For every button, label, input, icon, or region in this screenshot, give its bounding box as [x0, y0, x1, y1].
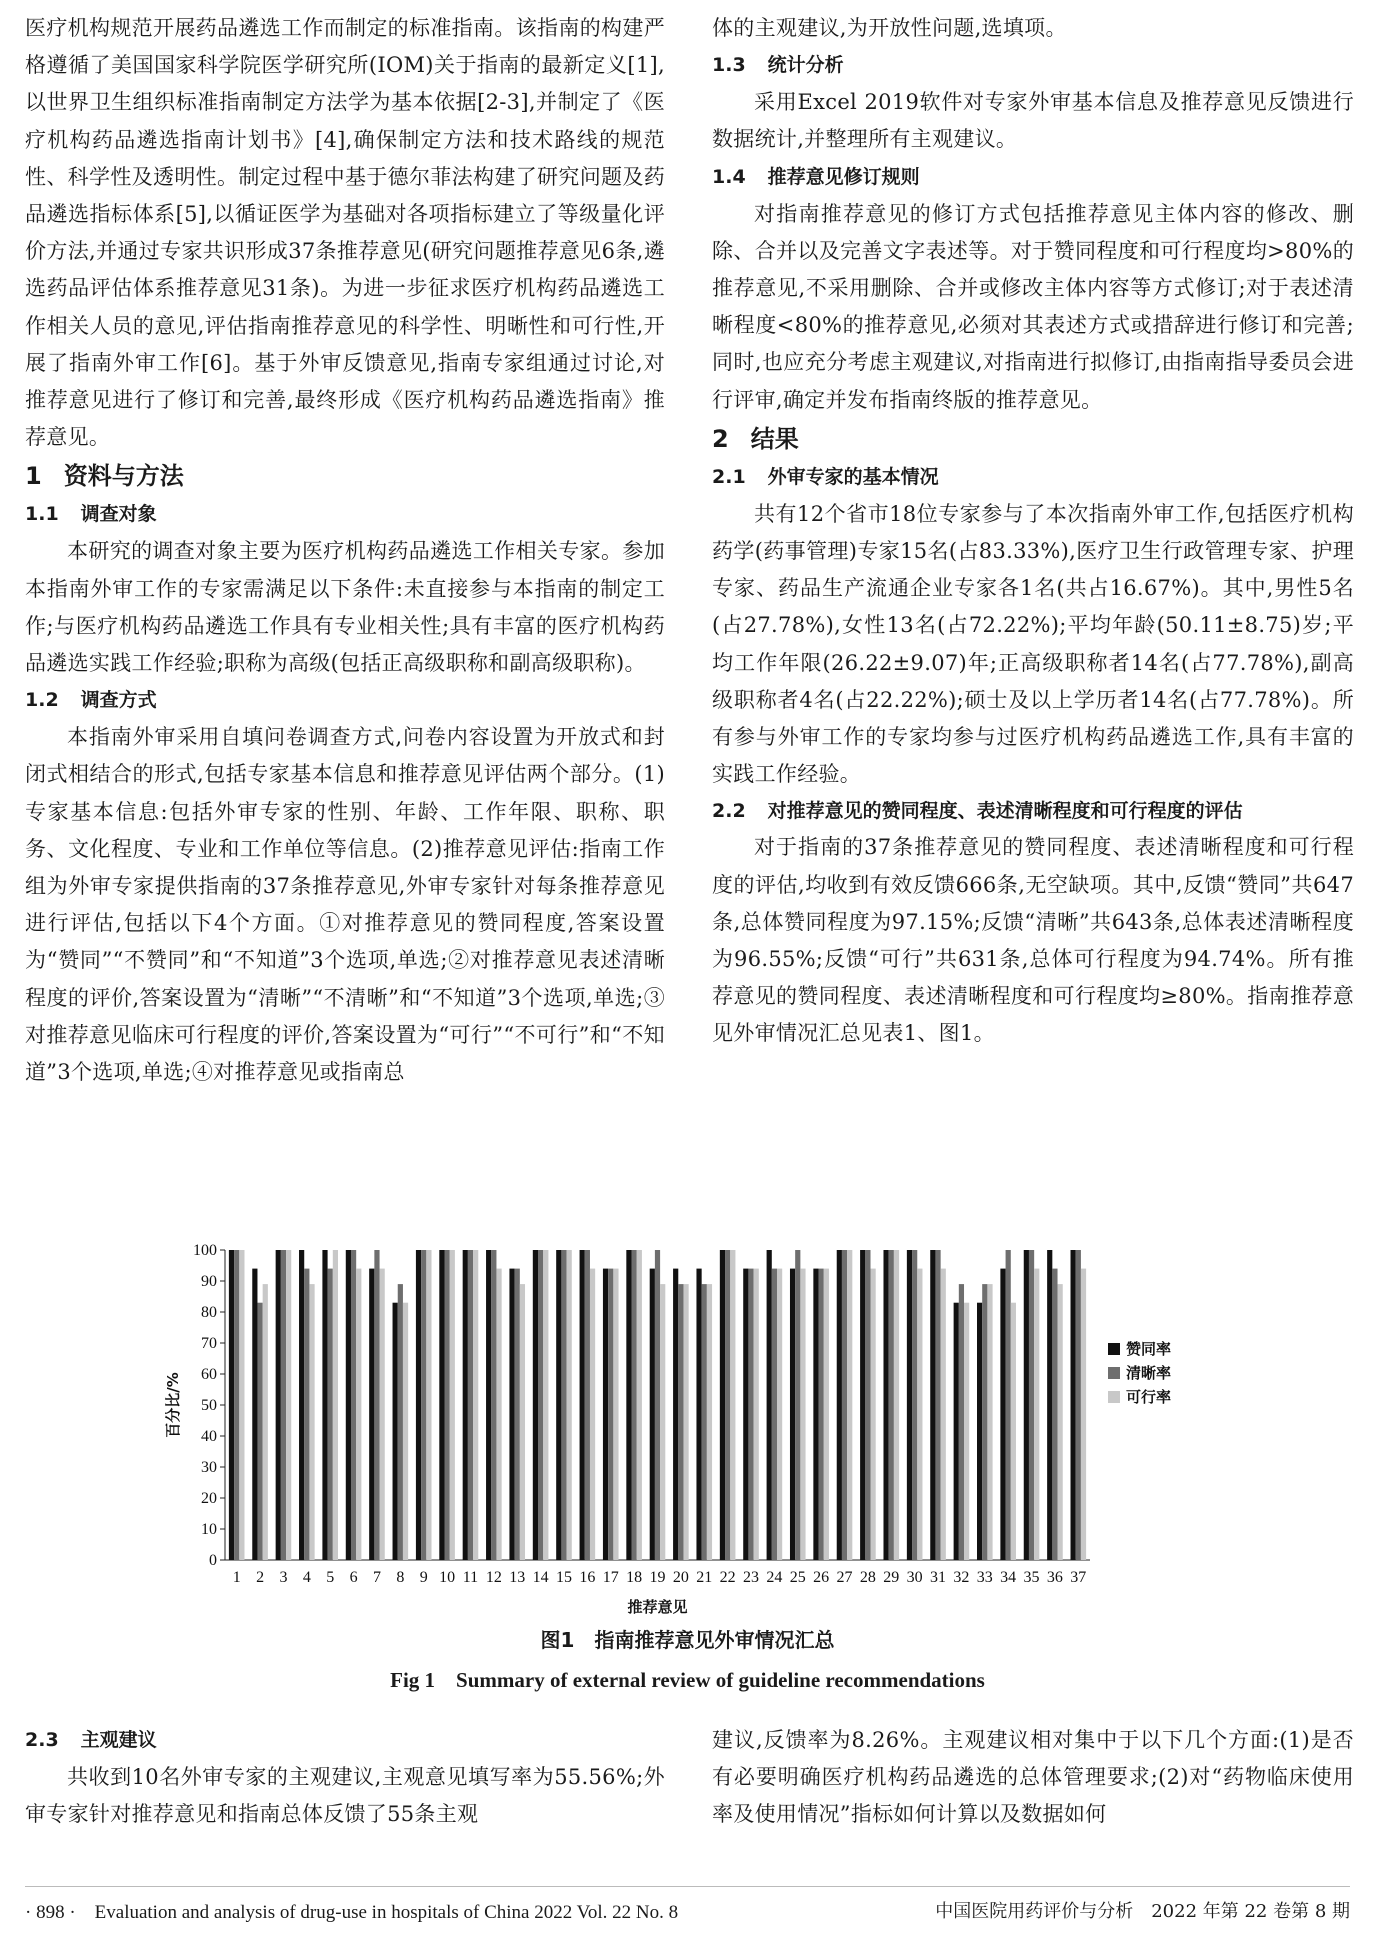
bar-feasibility: [450, 1250, 455, 1560]
bar-feasibility: [800, 1269, 805, 1560]
x-tick-label: 36: [1046, 1569, 1063, 1586]
bar-agree: [346, 1250, 351, 1560]
x-tick-label: 11: [462, 1569, 479, 1586]
bar-clarity: [444, 1250, 449, 1560]
bar-agree: [299, 1250, 304, 1560]
bar-clarity: [725, 1250, 730, 1560]
bar-feasibility: [777, 1269, 782, 1560]
bar-clarity: [281, 1250, 286, 1560]
x-tick-label: 10: [439, 1569, 456, 1586]
bar-clarity: [1076, 1250, 1081, 1560]
bar-feasibility: [263, 1284, 268, 1560]
bar-clarity: [491, 1250, 496, 1560]
x-tick-label: 6: [349, 1569, 358, 1586]
bar-clarity: [538, 1250, 543, 1560]
x-tick-label: 14: [532, 1569, 549, 1586]
intro-paragraph: 医疗机构规范开展药品遴选工作而制定的标准指南。该指南的构建严格遵循了美国国家科学院医学研究所(IOM)关于指南的最新定义[1],以世界卫生组织标准指南制定方法学为基本依据[2-3],并制定了《医疗机构药品遴选指南计划书》[4],确保制定方法和技术路线的规范性、科学性及透明性。制定过程中基于德尔菲法构建了研究问题及药品遴选指标体系[5],以循证医学为基础对各项指标建立了等级量化评价方法,并通过专家共识形成37条推荐意见(研究问题推荐意见6条,遴选药品评估体系推荐意见31条)。为进一步征求医疗机构药品遴选工作相关人员的意见,评估指南推荐意见的科学性、明晰性和可行性,开展了指南外审工作[6]。基于外审反馈意见,指南专家组通过讨论,对推荐意见进行了修订和完善,最终形成《医疗机构药品遴选指南》推荐意见。: [25, 16, 665, 450]
bar-feasibility: [403, 1303, 408, 1560]
bar-agree: [486, 1250, 491, 1560]
bar-agree: [252, 1269, 257, 1560]
bar-agree: [416, 1250, 421, 1560]
x-tick-label: 22: [719, 1569, 736, 1586]
figure-caption-english: Fig 1 Summary of external review of guideline recommendations: [390, 1668, 985, 1692]
bar-agree: [954, 1303, 959, 1560]
bar-agree: [860, 1250, 865, 1560]
subsection-2-2-text: 对于指南的37条推荐意见的赞同程度、表述清晰程度和可行程度的评估,均收到有效反馈666条,无空缺项。其中,反馈“赞同”共647条,总体赞同程度为97.15%;反馈“清晰”共643条,总体表述清晰程度为96.55%;反馈“可行”共631条,总体可行程度为94.74%。所有推荐意见的赞同程度、表述清晰程度和可行程度均≥80%。指南推荐意见外审情况汇总见表1、图1。: [712, 835, 1354, 1046]
bar-clarity: [982, 1284, 987, 1560]
bar-clarity: [234, 1250, 239, 1560]
x-tick-label: 20: [672, 1569, 689, 1586]
bar-feasibility: [286, 1250, 291, 1560]
subsection-title: 推荐意见修订规则: [767, 165, 920, 188]
bar-clarity: [585, 1250, 590, 1560]
bar-agree: [650, 1269, 655, 1560]
legend-swatch: [1108, 1391, 1120, 1403]
subsection-2-1-text: 共有12个省市18位专家参与了本次指南外审工作,包括医疗机构药学(药事管理)专家15名(占83.33%),医疗卫生行政管理专家、护理专家、药品生产流通企业专家各1名(共占16.67%)。其中,男性5名(占27.78%),女性13名(占72.22%);平均年龄(50.11±8.75)岁;平均工作年限(26.22±9.07)年;正高级职称者14名(占77.78%),副高级职称者4名(占22.22%);硕士及以上学历者14名(占77.78%)。所有参与外审工作的专家均参与过医疗机构药品遴选工作,具有丰富的实践工作经验。: [712, 501, 1354, 787]
subsection-1-3-text: 采用Excel 2019软件对专家外审基本信息及推荐意见反馈进行数据统计,并整理所有主观建议。: [712, 90, 1354, 152]
x-tick-label: 32: [953, 1569, 970, 1586]
x-tick-label: 33: [976, 1569, 993, 1586]
y-tick-label: 50: [201, 1397, 217, 1414]
subsection-title: 主观建议: [80, 1729, 157, 1751]
x-tick-label: 35: [1023, 1569, 1040, 1586]
y-tick-label: 20: [201, 1490, 217, 1507]
bar-feasibility: [964, 1303, 969, 1560]
bar-clarity: [1006, 1250, 1011, 1560]
bar-feasibility: [847, 1250, 852, 1560]
bar-feasibility: [1011, 1303, 1016, 1560]
bar-feasibility: [473, 1250, 478, 1560]
x-tick-label: 19: [649, 1569, 666, 1586]
y-tick-label: 10: [201, 1521, 217, 1538]
bar-feasibility: [730, 1250, 735, 1560]
subsection-title: 调查对象: [80, 503, 157, 526]
x-tick-label: 2: [256, 1569, 265, 1586]
figure-caption-chinese: 图1 指南推荐意见外审情况汇总: [540, 1628, 835, 1652]
bar-feasibility: [941, 1269, 946, 1560]
bottom-right-column: [712, 1722, 1354, 1834]
y-tick-label: 60: [201, 1366, 217, 1383]
y-tick-label: 80: [201, 1304, 217, 1321]
x-tick-label: 1: [232, 1569, 241, 1586]
bar-clarity: [374, 1250, 379, 1560]
bar-agree: [276, 1250, 281, 1560]
x-tick-label: 5: [326, 1569, 335, 1586]
subsection-1-3-heading: [712, 47, 1354, 84]
bar-agree: [509, 1269, 514, 1560]
bar-clarity: [398, 1284, 403, 1560]
section-title: 结果: [750, 424, 799, 453]
legend-swatch: [1108, 1367, 1120, 1379]
bar-clarity: [1052, 1269, 1057, 1560]
bar-clarity: [795, 1250, 800, 1560]
subsection-number: 2.2: [712, 800, 746, 823]
bar-clarity: [912, 1250, 917, 1560]
section-1-heading: [25, 456, 665, 496]
bar-agree: [533, 1250, 538, 1560]
section-number: 1: [25, 462, 42, 491]
bar-clarity: [678, 1284, 683, 1560]
bar-feasibility: [239, 1250, 244, 1560]
bar-agree: [556, 1250, 561, 1560]
bar-agree: [696, 1269, 701, 1560]
bar-clarity: [1029, 1250, 1034, 1560]
x-tick-label: 24: [766, 1569, 783, 1586]
subsection-1-1-text: 本研究的调查对象主要为医疗机构药品遴选工作相关专家。参加本指南外审工作的专家需满足以下条件:未直接参与本指南的制定工作;与医疗机构药品遴选工作具有专业相关性;具有丰富的医疗机构药品遴选实践工作经验;职称为高级(包括正高级职称和副高级职称)。: [25, 539, 665, 676]
x-tick-label: 16: [579, 1569, 596, 1586]
bar-feasibility: [1058, 1284, 1063, 1560]
bar-agree: [977, 1303, 982, 1560]
bar-clarity: [772, 1269, 777, 1560]
bar-clarity: [561, 1250, 566, 1560]
x-tick-label: 25: [789, 1569, 806, 1586]
subsection-2-2-heading: [712, 793, 1354, 829]
bar-feasibility: [496, 1269, 501, 1560]
subsection-title: 外审专家的基本情况: [767, 465, 939, 488]
bar-feasibility: [520, 1284, 525, 1560]
y-tick-label: 90: [201, 1273, 217, 1290]
x-tick-label: 26: [813, 1569, 830, 1586]
bar-clarity: [865, 1250, 870, 1560]
subsection-title: 对推荐意见的赞同程度、表述清晰程度和可行程度的评估: [767, 800, 1243, 823]
y-tick-label: 100: [193, 1242, 217, 1259]
bar-clarity: [935, 1250, 940, 1560]
bar-feasibility: [1034, 1269, 1039, 1560]
bar-feasibility: [613, 1269, 618, 1560]
subsection-1-1-heading: [25, 496, 665, 533]
bar-agree: [1047, 1250, 1052, 1560]
bar-feasibility: [309, 1284, 314, 1560]
bar-feasibility: [754, 1269, 759, 1560]
bar-clarity: [515, 1269, 520, 1560]
legend-swatch: [1108, 1343, 1120, 1355]
subsection-number: 1.1: [25, 503, 59, 526]
bar-agree: [720, 1250, 725, 1560]
bar-feasibility: [917, 1269, 922, 1560]
bar-feasibility: [567, 1250, 572, 1560]
bar-feasibility: [543, 1250, 548, 1560]
continuation-text: 体的主观建议,为开放性问题,选填项。: [712, 16, 1067, 40]
bar-agree: [1071, 1250, 1076, 1560]
subsection-1-4-heading: [712, 159, 1354, 196]
bar-agree: [1000, 1269, 1005, 1560]
x-axis-title: 推荐意见: [627, 1598, 688, 1616]
bar-chart: [160, 1242, 1220, 1642]
subsection-2-1-heading: [712, 459, 1354, 496]
x-tick-label: 37: [1070, 1569, 1087, 1586]
bar-agree: [322, 1250, 327, 1560]
footer-journal-english: · 898 · Evaluation and analysis of drug-use in hospitals of China 2022 Vol. 22 No. 8: [25, 1902, 679, 1923]
x-tick-label: 4: [302, 1569, 311, 1586]
right-column: [712, 10, 1354, 1053]
bar-agree: [813, 1269, 818, 1560]
bar-clarity: [959, 1284, 964, 1560]
bar-clarity: [608, 1269, 613, 1560]
x-tick-label: 8: [396, 1569, 405, 1586]
bar-clarity: [468, 1250, 473, 1560]
legend: [1108, 1340, 1171, 1406]
x-tick-label: 27: [836, 1569, 853, 1586]
bar-agree: [1024, 1250, 1029, 1560]
bar-agree: [930, 1250, 935, 1560]
bar-agree: [580, 1250, 585, 1560]
bar-clarity: [889, 1250, 894, 1560]
bar-clarity: [257, 1303, 262, 1560]
x-tick-label: 21: [696, 1569, 713, 1586]
bar-agree: [790, 1269, 795, 1560]
legend-label: 赞同率: [1126, 1340, 1172, 1358]
bars: [229, 1250, 1086, 1560]
bar-feasibility: [824, 1269, 829, 1560]
subsection-2-3-heading: [25, 1722, 665, 1759]
subsection-2-3-text-right: 建议,反馈率为8.26%。主观建议相对集中于以下几个方面:(1)是否有必要明确医疗机构药品遴选的总体管理要求;(2)对“药物临床使用率及使用情况”指标如何计算以及数据如何: [712, 1728, 1354, 1827]
x-tick-label: 15: [555, 1569, 572, 1586]
subsection-title: 调查方式: [80, 689, 157, 712]
bar-feasibility: [590, 1269, 595, 1560]
bar-feasibility: [871, 1269, 876, 1560]
bar-feasibility: [707, 1284, 712, 1560]
bar-clarity: [351, 1250, 356, 1560]
x-tick-label: 18: [626, 1569, 643, 1586]
bar-clarity: [304, 1269, 309, 1560]
legend-label: 清晰率: [1126, 1364, 1172, 1382]
y-tick-label: 40: [201, 1428, 217, 1445]
section-title: 资料与方法: [63, 462, 184, 491]
bar-agree: [463, 1250, 468, 1560]
bar-feasibility: [333, 1250, 338, 1560]
bar-agree: [673, 1269, 678, 1560]
bar-agree: [907, 1250, 912, 1560]
x-tick-label: 31: [930, 1569, 947, 1586]
subsection-number: 1.2: [25, 689, 59, 712]
bar-feasibility: [894, 1250, 899, 1560]
legend-label: 可行率: [1126, 1388, 1172, 1406]
bar-agree: [626, 1250, 631, 1560]
bar-agree: [883, 1250, 888, 1560]
figure-1: [160, 1242, 1220, 1642]
bar-agree: [767, 1250, 772, 1560]
y-tick-label: 0: [209, 1552, 217, 1569]
x-tick-label: 12: [485, 1569, 502, 1586]
y-tick-label: 70: [201, 1335, 217, 1352]
subsection-1-2-heading: [25, 682, 665, 719]
bar-agree: [439, 1250, 444, 1560]
x-tick-label: 9: [419, 1569, 428, 1586]
subsection-1-2-text: 本指南外审采用自填问卷调查方式,问卷内容设置为开放式和封闭式相结合的形式,包括专家基本信息和推荐意见评估两个部分。(1)专家基本信息:包括外审专家的性别、年龄、工作年限、职称、职务、文化程度、专业和工作单位等信息。(2)推荐意见评估:指南工作组为外审专家提供指南的37条推荐意见,外审专家针对每条推荐意见进行评估,包括以下4个方面。①对推荐意见的赞同程度,答案设置为“赞同”“不赞同”和“不知道”3个选项,单选;②对推荐意见表述清晰程度的评价,答案设置为“清晰”“不清晰”和“不知道”3个选项,单选;③对推荐意见临床可行程度的评价,答案设置为“可行”“不可行”和“不知道”3个选项,单选;④对推荐意见或指南总: [25, 725, 665, 1085]
section-number: 2: [712, 424, 729, 453]
subsection-number: 1.4: [712, 165, 746, 188]
bar-clarity: [748, 1269, 753, 1560]
bar-feasibility: [380, 1269, 385, 1560]
x-tick-label: 30: [906, 1569, 923, 1586]
bar-feasibility: [683, 1284, 688, 1560]
subsection-2-3-text-left: 共收到10名外审专家的主观建议,主观意见填写率为55.56%;外审专家针对推荐意见和指南总体反馈了55条主观: [25, 1765, 665, 1827]
subsection-number: 1.3: [712, 54, 746, 77]
x-tick-label: 34: [1000, 1569, 1017, 1586]
bar-clarity: [819, 1269, 824, 1560]
bar-clarity: [421, 1250, 426, 1560]
bar-agree: [743, 1269, 748, 1560]
bar-clarity: [655, 1250, 660, 1560]
x-axis: [233, 1569, 1087, 1586]
x-tick-label: 7: [372, 1569, 381, 1586]
bottom-left-column: [25, 1722, 665, 1833]
bar-feasibility: [637, 1250, 642, 1560]
x-tick-label: 17: [602, 1569, 619, 1586]
bar-agree: [837, 1250, 842, 1560]
x-tick-label: 3: [279, 1569, 288, 1586]
y-axis-title: 百分比/%: [164, 1372, 182, 1438]
bar-feasibility: [356, 1269, 361, 1560]
bar-feasibility: [426, 1250, 431, 1560]
x-tick-label: 29: [883, 1569, 900, 1586]
subsection-number: 2.1: [712, 465, 746, 488]
bar-agree: [369, 1269, 374, 1560]
bar-agree: [603, 1269, 608, 1560]
subsection-1-4-text: 对指南推荐意见的修订方式包括推荐意见主体内容的修改、删除、合并以及完善文字表述等。对于赞同程度和可行程度均>80%的推荐意见,不采用删除、合并或修改主体内容等方式修订;对于表述清晰程度<80%的推荐意见,必须对其表述方式或措辞进行修订和完善;同时,也应充分考虑主观建议,对指南进行拟修订,由指南指导委员会进行评审,确定并发布指南终版的推荐意见。: [712, 201, 1354, 412]
x-tick-label: 23: [743, 1569, 760, 1586]
bar-agree: [229, 1250, 234, 1560]
bar-feasibility: [660, 1284, 665, 1560]
x-tick-label: 28: [859, 1569, 876, 1586]
bar-agree: [393, 1303, 398, 1560]
bar-feasibility: [987, 1284, 992, 1560]
footer-journal-chinese: 中国医院用药评价与分析 2022 年第 22 卷第 8 期: [935, 1901, 1350, 1922]
bar-feasibility: [1081, 1269, 1086, 1560]
left-column: [25, 10, 665, 1091]
section-2-heading: [712, 419, 1354, 459]
bar-clarity: [632, 1250, 637, 1560]
bar-clarity: [702, 1284, 707, 1560]
bar-clarity: [328, 1269, 333, 1560]
bar-clarity: [842, 1250, 847, 1560]
subsection-title: 统计分析: [767, 54, 844, 77]
subsection-number: 2.3: [25, 1729, 59, 1751]
y-tick-label: 30: [201, 1459, 217, 1476]
footer-divider: [25, 1886, 1350, 1887]
x-tick-label: 13: [509, 1569, 526, 1586]
